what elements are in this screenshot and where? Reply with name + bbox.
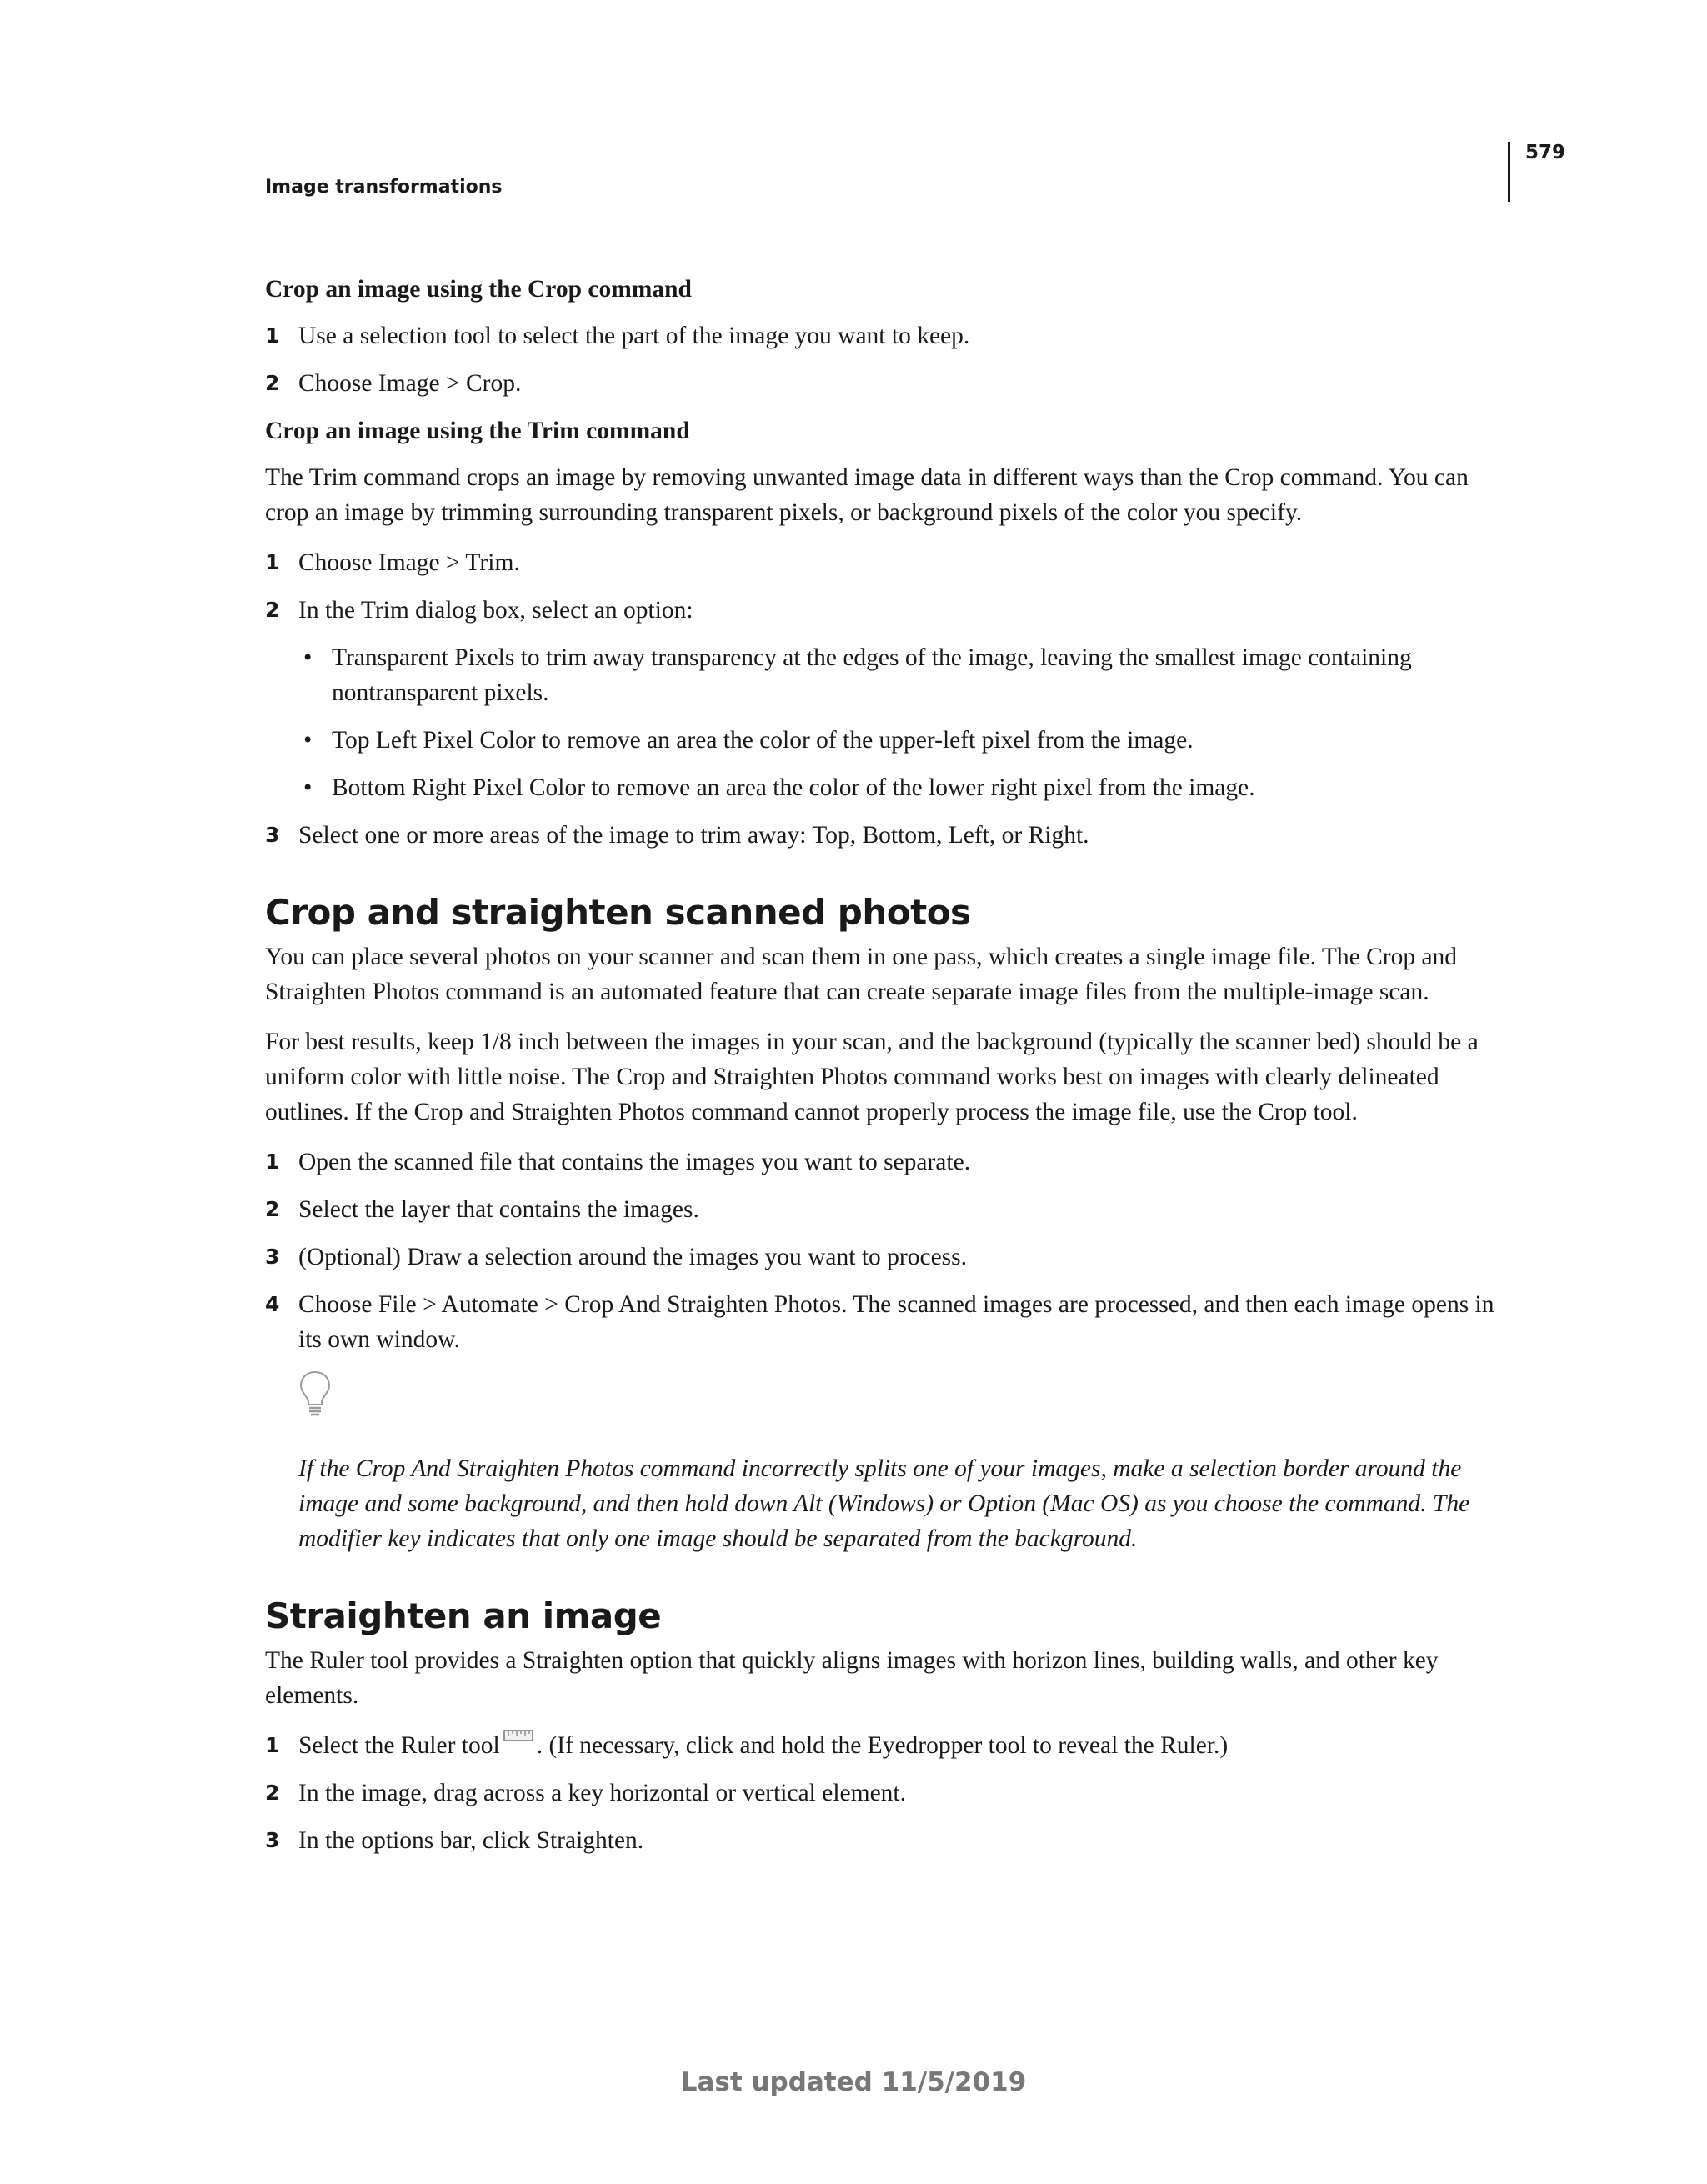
tip-block xyxy=(298,1370,1503,1556)
step-text-after: . (If necessary, click and hold the Eyedropper tool to reveal the Ruler.) xyxy=(536,1732,1229,1759)
list-item xyxy=(265,1240,1503,1275)
step-number: 2 xyxy=(265,1197,280,1221)
lightbulb-icon xyxy=(298,1370,332,1418)
step-text: Select the layer that contains the images. xyxy=(298,1196,699,1223)
list-item xyxy=(265,818,1503,853)
bullet-text: Top Left Pixel Color to remove an area the color of the upper-left pixel from the image. xyxy=(332,727,1194,754)
step-number: 1 xyxy=(265,1150,280,1174)
step-text: Choose Image > Crop. xyxy=(298,370,522,397)
step-text xyxy=(298,1728,1503,1763)
list-item xyxy=(265,318,1503,353)
straighten-heading: Straighten an image xyxy=(265,1595,662,1636)
list-item xyxy=(265,1287,1503,1357)
list-item xyxy=(265,1145,1503,1180)
list-item xyxy=(265,593,1503,628)
step-number: 4 xyxy=(265,1292,280,1316)
step-text: Select one or more areas of the image to trim away: Top, Bottom, Left, or Right. xyxy=(298,822,1089,849)
bullet-item xyxy=(298,640,1503,710)
straighten-intro: The Ruler tool provides a Straighten option that quickly aligns images with horizon lines, building walls, and other key elements. xyxy=(265,1647,1439,1709)
bullet-item xyxy=(298,770,1503,805)
list-item xyxy=(265,366,1503,401)
step-text: (Optional) Draw a selection around the images you want to process. xyxy=(298,1244,968,1270)
trim-intro: The Trim command crops an image by removing unwanted image data in different ways than the Crop command. You can crop an image by trimming surrounding transparent pixels, or background pixels of the color you specify. xyxy=(265,464,1469,526)
header-divider xyxy=(1508,142,1510,202)
bullet-glyph: • xyxy=(303,644,313,671)
crop-straighten-para1: You can place several photos on your scanner and scan them in one pass, which creates a single image file. The Crop and Straighten Photos command is an automated feature that can create separate image files from the multiple-image scan. xyxy=(265,944,1458,1005)
list-item xyxy=(265,1192,1503,1227)
bullet-text: Transparent Pixels to trim away transparency at the edges of the image, leaving the smallest image containing nontransparent pixels. xyxy=(332,644,1412,706)
page-content xyxy=(265,272,1503,1871)
step-number: 3 xyxy=(265,1245,280,1269)
bullet-glyph: • xyxy=(303,774,313,801)
tip-text: If the Crop And Straighten Photos command incorrectly splits one of your images, make a selection border around the image and some background, and then hold down Alt (Windows) or Option (Mac OS) as you choose the command. The modifier key indicates that only one image should be separated from the background. xyxy=(298,1455,1470,1552)
step-text: Choose File > Automate > Crop And Straighten Photos. The scanned images are processed, and then each image opens in its own window. xyxy=(298,1291,1494,1353)
step-number: 2 xyxy=(265,1781,280,1805)
bullet-item xyxy=(298,723,1503,758)
page-number: 579 xyxy=(1525,142,1566,163)
list-item xyxy=(265,1728,1503,1763)
footer-last-updated: Last updated 11/5/2019 xyxy=(680,2067,1027,2097)
step-number: 1 xyxy=(265,1733,280,1757)
bullet-glyph: • xyxy=(303,727,313,754)
step-text: Use a selection tool to select the part of the image you want to keep. xyxy=(298,323,970,349)
step-number: 1 xyxy=(265,550,280,574)
list-item xyxy=(265,545,1503,580)
running-head: Image transformations xyxy=(265,177,503,198)
step-number: 3 xyxy=(265,823,280,847)
step-text: In the Trim dialog box, select an option: xyxy=(298,597,693,624)
step-text: In the options bar, click Straighten. xyxy=(298,1827,644,1854)
step-text: Open the scanned file that contains the images you want to separate. xyxy=(298,1149,971,1175)
step-text: Choose Image > Trim. xyxy=(298,549,520,576)
trim-command-heading: Crop an image using the Trim command xyxy=(265,418,690,444)
step-text-before: Select the Ruler tool xyxy=(298,1732,500,1759)
step-number: 2 xyxy=(265,371,280,395)
step-number: 1 xyxy=(265,323,280,348)
crop-straighten-para2: For best results, keep 1/8 inch between the images in your scan, and the background (typically the scanner bed) should be a uniform color with little noise. The Crop and Straighten Photos command works best on images with clearly delineated outlines. If the Crop and Straighten Photos command cannot properly process the image file, use the Crop tool. xyxy=(265,1029,1479,1125)
step-number: 3 xyxy=(265,1828,280,1852)
bullet-text: Bottom Right Pixel Color to remove an area the color of the lower right pixel from the image. xyxy=(332,774,1255,801)
step-text: In the image, drag across a key horizontal or vertical element. xyxy=(298,1780,907,1806)
crop-command-heading: Crop an image using the Crop command xyxy=(265,276,692,303)
step-number: 2 xyxy=(265,598,280,622)
crop-straighten-heading: Crop and straighten scanned photos xyxy=(265,892,971,933)
list-item xyxy=(265,1823,1503,1858)
ruler-icon xyxy=(503,1730,533,1741)
list-item xyxy=(265,1776,1503,1811)
